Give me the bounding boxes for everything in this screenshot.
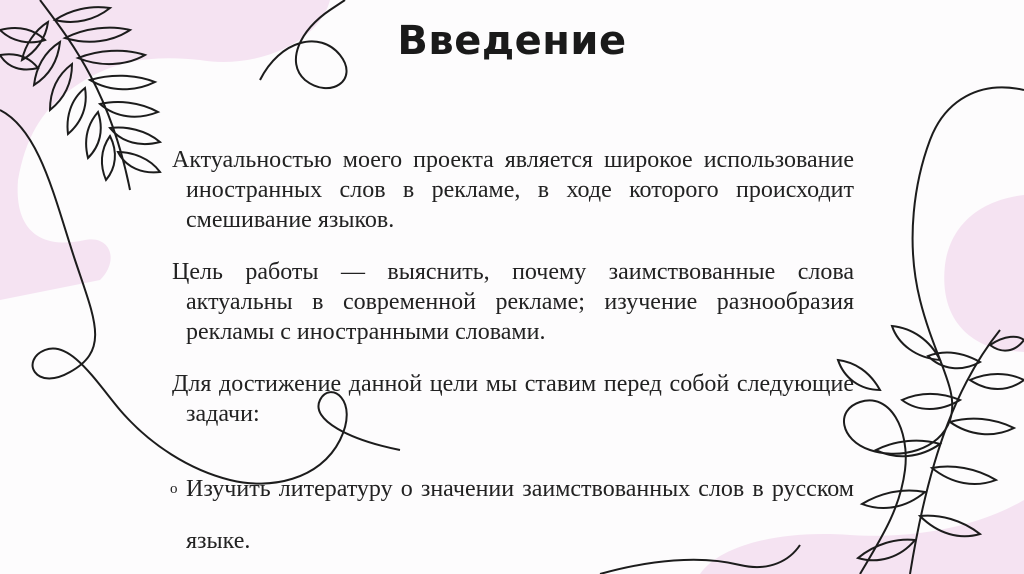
task-list-item (172, 463, 854, 567)
paragraph-relevance: Актуальностью моего проекта является широкое использование иностранных слов в рекламе, в ходе которого происходит смешивание языков. (172, 147, 854, 233)
paragraph-goal: Цель работы — выяснить, почему заимствованные слова актуальны в современной рекламе; изучение разнообразия рекламы с иностранными словами. (172, 259, 854, 345)
task-list-item-text: Изучить литературу о значении заимствованных слов в русском языке. (186, 476, 854, 554)
pink-blob-right (944, 195, 1024, 352)
paragraph-tasks-intro: Для достижение данной цели мы ставим перед собой следующие задачи: (172, 371, 854, 427)
slide-body (172, 145, 854, 567)
slide-title: Введение (397, 18, 627, 64)
bullet-circle-icon: o (170, 481, 178, 497)
